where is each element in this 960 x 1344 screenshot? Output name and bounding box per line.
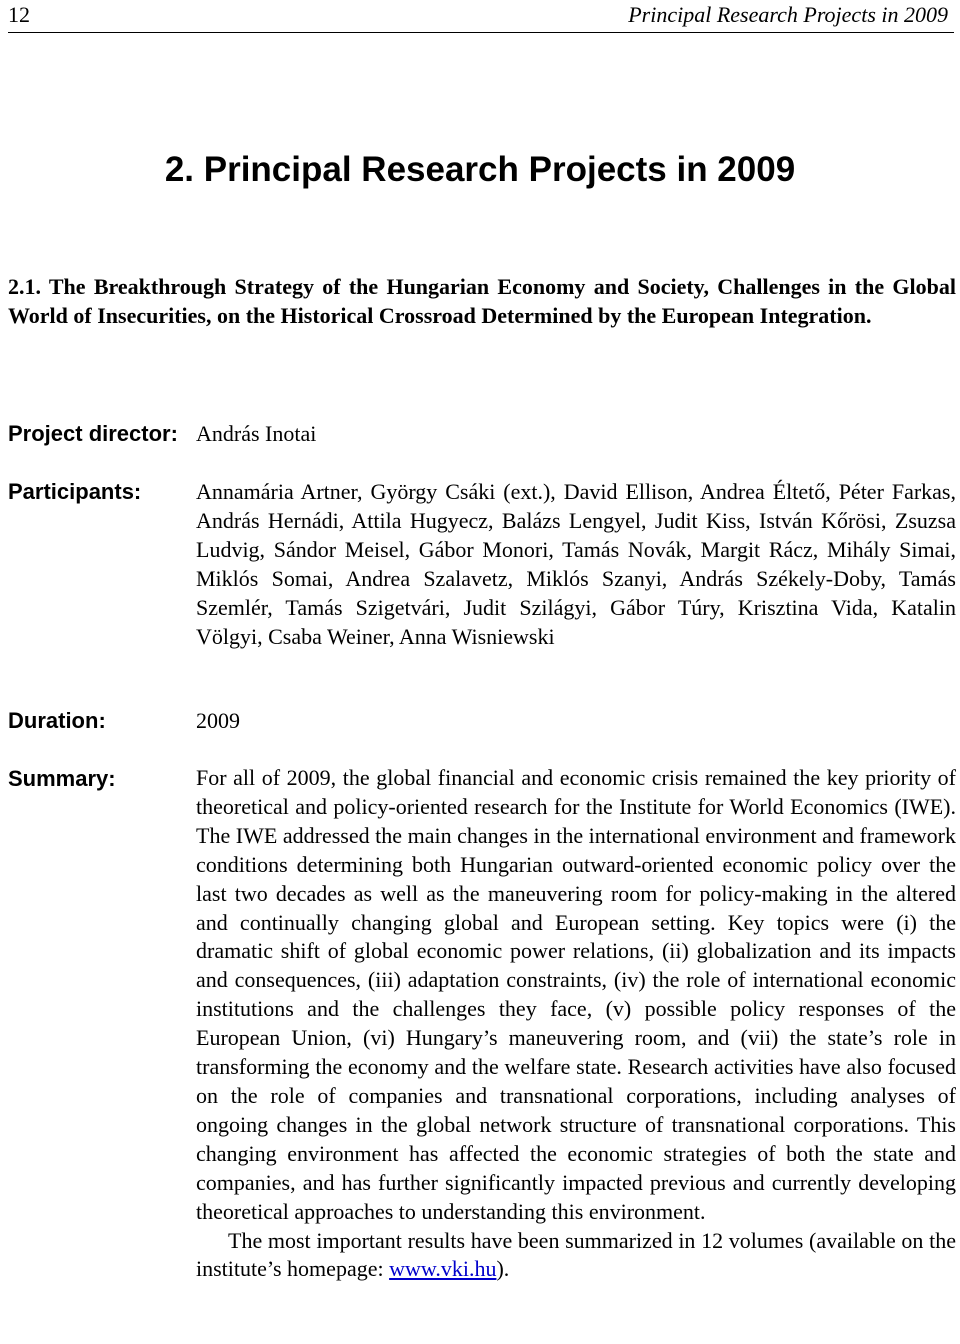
section-title: 2.1. The Breakthrough Strategy of the Hungarian Economy and Society, Challenges in the Global World of Insecurities, on the Historical Crossroad Determined by the European Integration. [8,274,956,328]
duration-label: Duration: [8,708,106,733]
summary-paragraph-1: For all of 2009, the global financial and economic crisis remained the key priority of theoretical and policy-oriented research for the Institute for World Economics (IWE). The IWE addressed the main changes in the international environment and framework conditions determining both Hungarian outward-oriented economic policy over the last two decades as well as the maneuvering room for policy-making in the altered and continually changing global and European setting. Key topics were (i) the dramatic shift of global economic power relations, (ii) globalization and its impacts and consequences, (iii) adaptation constraints, (iv) the role of international economic institutions and the challenges they face, (v) possible policy responses of the European Union, (vi) Hungary’s maneuvering room, and (vii) the state’s role in transforming the economy and the welfare state. Research activities have also focused on the role of companies and transnational corporations, including analyses of ongoing changes in the global network structure of transnational corporations. This changing environment has affected the economic strategies of both the state and companies, and has further significantly impacted previous and currently developing theoretical approaches to understanding this environment. [196,765,956,1224]
summary-paragraph-2-end: ). [496,1256,510,1282]
participants-value: Annamária Artner, György Csáki (ext.), David Ellison, Andrea Éltető, Péter Farkas, András Hernádi, Attila Hugyecz, Balázs Lengyel, Judit Kiss, István Kőrösi, Zsuzsa Ludvig, Sándor Meisel, Gábor Monori, Tamás Novák, Margit Rácz, Mihály Simai, Miklós Somai, Andrea Szalavetz, Miklós Szanyi, András Székely-Doby, Tamás Szemlér, Tamás Szigetvári, Judit Szilágyi, Gábor Túry, Krisztina Vida, Katalin Völgyi, Csaba Weiner, Anna Wisniewski [196,479,956,649]
project-director-value: András Inotai [196,421,317,446]
summary-paragraph-2 [196,1227,956,1285]
running-header [8,0,954,33]
summary-label: Summary: [8,766,116,791]
homepage-link[interactable]: www.vki.hu [389,1256,497,1282]
page-number: 12 [8,2,30,27]
chapter-title: 2. Principal Research Projects in 2009 [164,150,796,189]
summary-text [196,764,956,1284]
project-director-label: Project director: [8,421,178,446]
running-header-title: Principal Research Projects in 2009 [628,2,948,27]
participants-label: Participants: [8,479,142,504]
duration-value: 2009 [196,708,240,733]
summary-paragraph-2-text: The most important results have been summarized in 12 volumes (available on the institute’s homepage: [196,1227,956,1282]
